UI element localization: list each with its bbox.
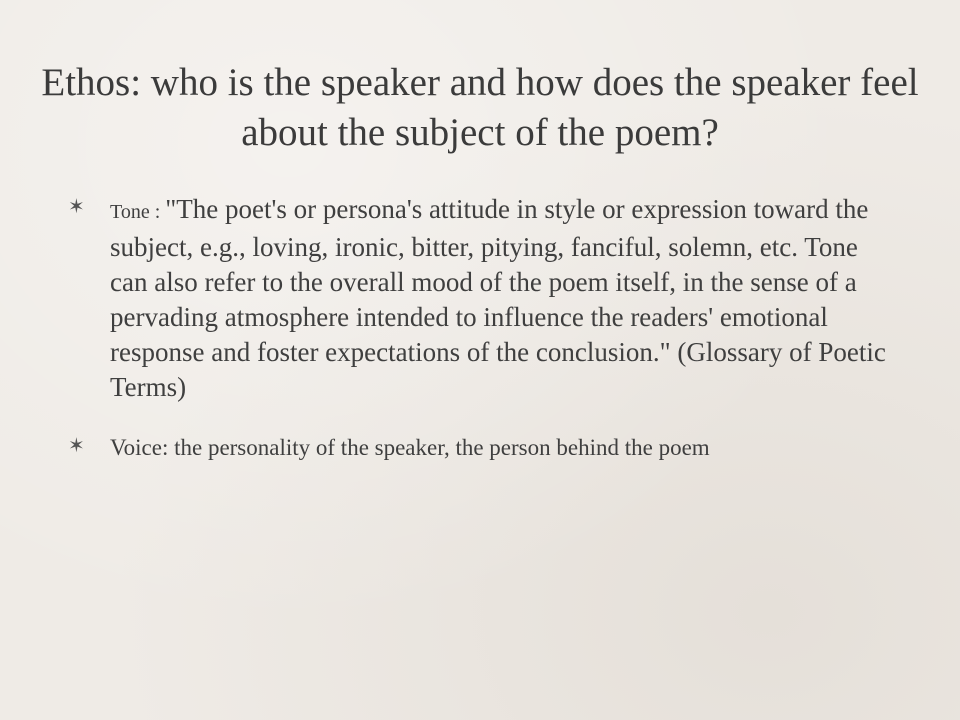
- bullet-item-voice: [68, 431, 888, 464]
- bullet-prefix-tone: Tone :: [110, 201, 166, 223]
- bullet-item-tone: [68, 192, 888, 405]
- bullet-body-tone: "The poet's or persona's attitude in style or expression toward the subject, e.g., loving, ironic, bitter, pitying, fanciful, solemn, etc. Tone can also refer to the overall mood of the poem itself, in the sense of a pervading atmosphere intended to influence the readers' emotional response and foster expectations of the conclusion." (Glossary of Poetic Terms): [110, 194, 886, 402]
- slide-title: Ethos: who is the speaker and how does the speaker feel about the subject of the poem?: [41, 61, 919, 154]
- bullet-text-voice: Voice: the personality of the speaker, the person behind the poem: [110, 435, 710, 460]
- star-icon: ✶: [68, 435, 85, 457]
- bullet-list: [68, 192, 888, 490]
- star-icon: ✶: [68, 196, 85, 218]
- bullet-text-tone: [110, 194, 886, 402]
